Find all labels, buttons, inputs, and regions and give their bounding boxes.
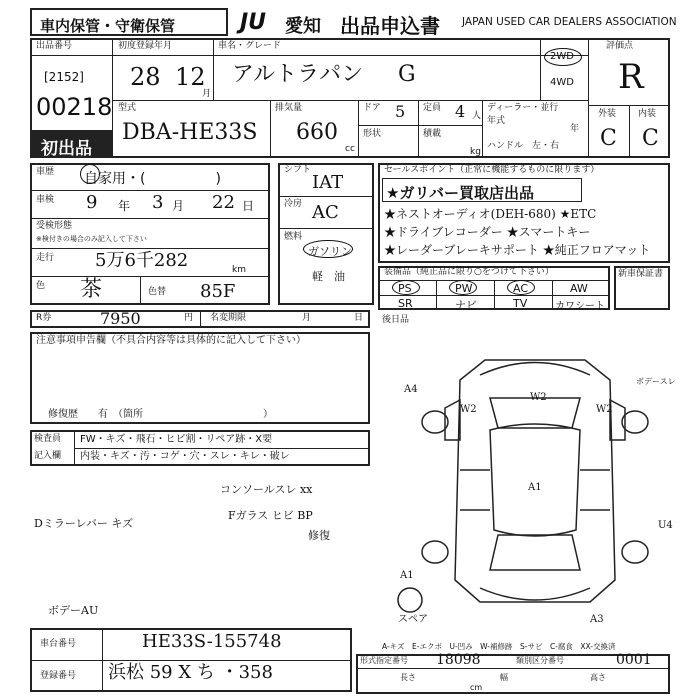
mark-spare: スペア [398,614,428,625]
wheel-front-left [422,411,448,433]
shift-value: IAT [312,172,344,193]
usage-value: 自家用・( ) [84,171,221,187]
equip-ac: AC [513,282,529,295]
mark-a3: A3 [590,614,604,625]
capacity-value: 4 [455,102,466,121]
rating-label: 評価点 [606,41,634,51]
car-damage-diagram [390,330,680,630]
fuel-petrol: ガソリン [308,245,352,258]
wheel-rear-right [622,541,648,563]
model-code: 18098 [436,652,481,668]
mark-a4: A4 [404,384,418,395]
displacement-value: 660 [296,120,338,145]
sales-line-1: ★ネストオーディオ(DEH-680) ★ETC [384,207,597,221]
color-value: 茶 [80,277,103,302]
mark-w2-a: W2 [460,404,477,415]
registration-year: 28 [130,63,161,91]
chassis-number: HE33S-155748 [142,631,282,652]
association-name: JAPAN USED CAR DEALERS ASSOCIATION [462,16,677,28]
mark-w2-b: W2 [530,392,547,403]
wheel-rear-left [422,541,448,563]
lot-number: 00218 [36,93,113,121]
spare-tire [398,588,422,612]
mark-a1-center: A1 [528,482,542,493]
mark-body: ボデースレ [636,377,676,386]
model-label: 型式 [118,103,137,113]
lot-sub: [2152] [44,70,84,84]
mark-u4: U4 [658,520,673,531]
fuel-diesel: 軽 油 [312,270,345,283]
rating-interior: C [642,126,659,151]
equip-tv: TV [513,297,528,310]
equip-aw: AW [570,282,588,295]
equip-navi: ナビ [455,299,477,312]
drive-4wd: 4WD [550,77,574,88]
org-name: 愛知 [285,16,321,37]
inspection-year: 9 [86,192,98,213]
inspection-month: 3 [152,192,164,213]
car-name-label: 車名・グレード [218,41,282,51]
car-grade: G [398,62,416,87]
sales-line-2: ★ドライブレコーダー ★スマートキー [384,225,591,239]
registration-label: 初度登録年月 [118,41,173,51]
plate-number: 浜松 59 X ち ・358 [108,662,273,683]
recycle-value: 7950 [100,309,141,328]
sales-line-3: ★レーダーブレーキサポート ★純正フロアマット [384,243,651,257]
class-code: 0001 [616,652,652,668]
drive-2wd: 2WD [550,51,574,62]
first-listing-badge: 初出品 [31,130,112,157]
doors-value: 5 [395,102,406,121]
equip-pw: PW [455,282,473,295]
note-repair: 修復 [308,529,330,542]
ju-logo: JU [240,10,267,35]
lot-label: 出品番号 [36,41,73,51]
rating-exterior: C [600,126,617,151]
note-floor: Fガラス ヒビ BP [228,509,313,522]
mileage-value: 5万6千282 [95,250,189,271]
wheel-front-right [622,411,648,433]
form-title: 出品申込書 [340,14,440,38]
sales-headline: ★ガリバー買取店出品 [386,184,534,202]
color-code: 85F [200,281,236,302]
note-console: コンソールスレ xx [220,483,313,496]
rating-score: R [618,57,644,97]
note-bumper: ボデーAU [48,604,99,617]
model-value: DBA-HE33S [122,120,258,145]
equip-sr: SR [398,297,413,310]
registration-month: 12 [175,63,206,91]
cooler-value: AC [312,202,339,223]
storage-label: 車内保管・守衛保管 [30,8,228,36]
mark-a1-rear: A1 [400,570,414,581]
equip-ps: PS [398,282,412,295]
inspection-day: 22 [212,192,235,213]
damage-legend: A-キズ E-エクボ U-凹み W-補修跡 S-サビ C-腐食 XX-交換済 [382,642,616,651]
car-name: アルトラパン [232,62,364,87]
mark-w2-c: W2 [596,404,613,415]
note-mirror: Dミラーレバー キズ [34,517,134,530]
equip-seat: カワシート [555,301,605,312]
